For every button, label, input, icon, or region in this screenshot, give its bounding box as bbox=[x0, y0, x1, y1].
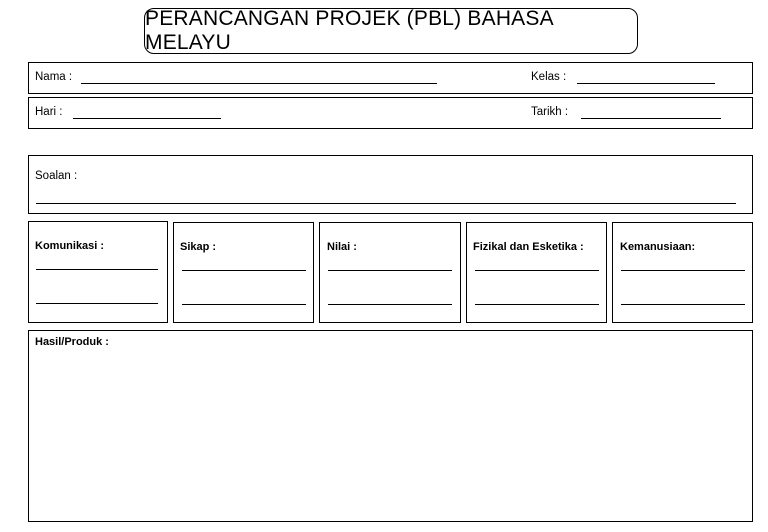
kemanusiaan-line-2[interactable] bbox=[621, 304, 745, 305]
hari-label: Hari : bbox=[35, 106, 63, 118]
nilai-label: Nilai : bbox=[327, 241, 357, 253]
fizikal-estetika-line-2[interactable] bbox=[475, 304, 599, 305]
kelas-field[interactable] bbox=[577, 83, 715, 84]
kelas-label: Kelas : bbox=[531, 71, 567, 83]
fizikal-estetika-line-1[interactable] bbox=[475, 270, 599, 271]
tarikh-label: Tarikh : bbox=[531, 106, 569, 118]
soalan-label: Soalan : bbox=[35, 170, 78, 182]
soalan-field[interactable] bbox=[36, 203, 736, 204]
nama-kelas-row bbox=[28, 62, 753, 94]
sikap-line-1[interactable] bbox=[182, 270, 306, 271]
soalan-section bbox=[28, 155, 753, 214]
hari-tarikh-row bbox=[28, 97, 753, 129]
nama-label: Nama : bbox=[35, 71, 73, 83]
fizikal-estetika-box bbox=[466, 222, 607, 323]
komunikasi-label: Komunikasi : bbox=[35, 240, 105, 252]
nama-field[interactable] bbox=[81, 83, 437, 84]
hasil-produk-label: Hasil/Produk : bbox=[35, 336, 109, 348]
kemanusiaan-line-1[interactable] bbox=[621, 270, 745, 271]
nilai-line-1[interactable] bbox=[328, 270, 452, 271]
kemanusiaan-label: Kemanusiaan: bbox=[620, 241, 696, 253]
nilai-box bbox=[319, 222, 461, 323]
page-title: PERANCANGAN PROJEK (PBL) BAHASA MELAYU bbox=[144, 8, 638, 54]
nilai-line-2[interactable] bbox=[328, 304, 452, 305]
tarikh-field[interactable] bbox=[581, 118, 721, 119]
kemanusiaan-box bbox=[612, 222, 753, 323]
sikap-line-2[interactable] bbox=[182, 304, 306, 305]
hasil-produk-section[interactable] bbox=[28, 330, 753, 522]
hari-field[interactable] bbox=[73, 118, 221, 119]
komunikasi-line-1[interactable] bbox=[36, 269, 158, 270]
komunikasi-line-2[interactable] bbox=[36, 303, 158, 304]
sikap-label: Sikap : bbox=[180, 241, 217, 253]
komunikasi-box bbox=[28, 221, 168, 323]
fizikal-estetika-label: Fizikal dan Esketika : bbox=[473, 241, 584, 253]
sikap-box bbox=[173, 222, 314, 323]
